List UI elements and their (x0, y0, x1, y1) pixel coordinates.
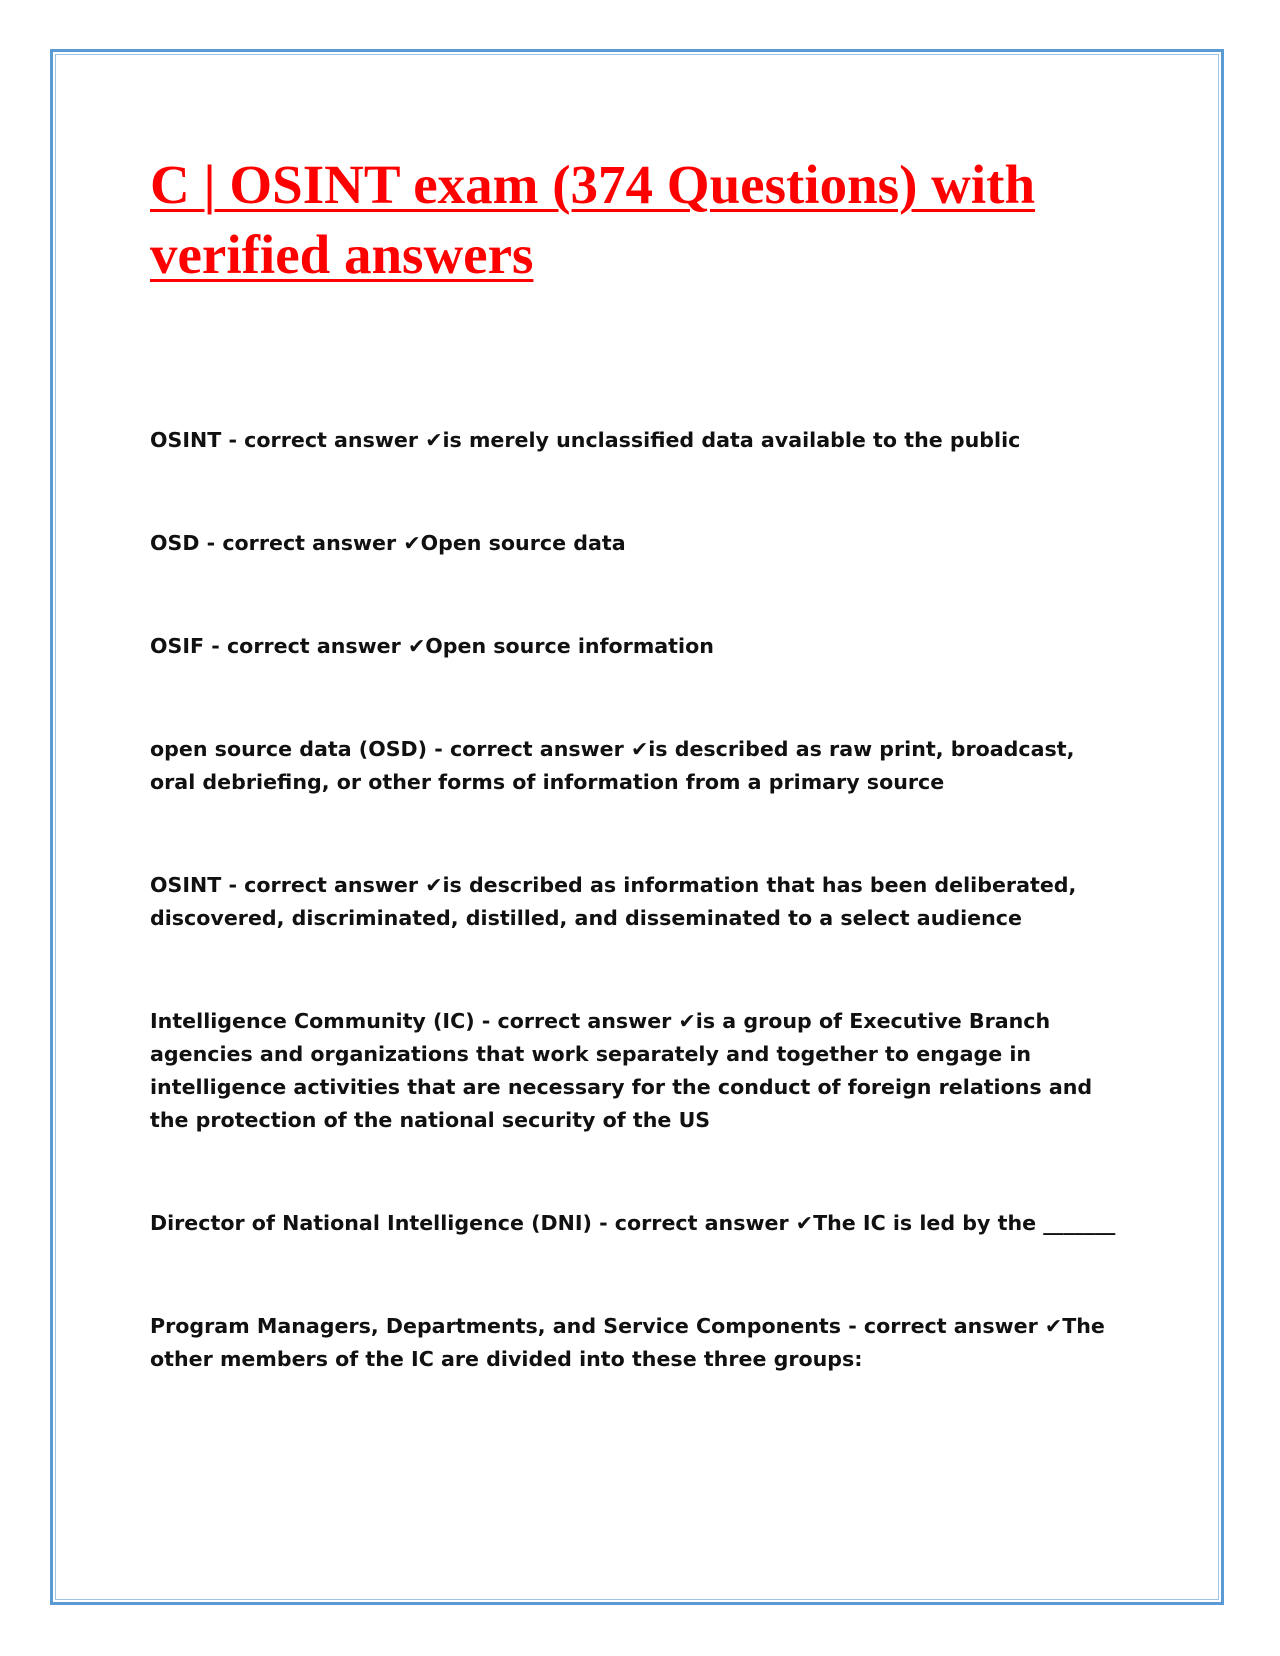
check-icon: ✔ (678, 1009, 696, 1033)
qa-item (150, 1005, 1125, 1137)
qa-term: Director of National Intelligence (DNI) (150, 1211, 592, 1235)
qa-term: OSINT (150, 428, 222, 452)
qa-separator: - correct answer (427, 737, 631, 761)
qa-list (150, 424, 1125, 1376)
qa-term: OSINT (150, 873, 222, 897)
check-icon: ✔ (425, 873, 443, 897)
check-icon: ✔ (403, 531, 421, 555)
qa-answer: The IC is led by the _______ (813, 1211, 1116, 1235)
qa-term: Intelligence Community (IC) (150, 1009, 475, 1033)
qa-term: OSD (150, 531, 200, 555)
qa-separator: - correct answer (199, 531, 404, 555)
check-icon: ✔ (795, 1211, 814, 1235)
qa-separator: - correct answer (221, 873, 426, 897)
qa-separator: - correct answer (841, 1314, 1045, 1338)
qa-term: open source data (OSD) (150, 737, 428, 761)
qa-item (150, 733, 1125, 799)
qa-separator: - correct answer (204, 634, 408, 658)
qa-item (150, 630, 1125, 663)
check-icon: ✔ (630, 737, 649, 761)
qa-separator: - correct answer (591, 1211, 796, 1235)
qa-separator: - correct answer (221, 428, 426, 452)
qa-answer: Open source data (420, 531, 626, 555)
qa-separator: - correct answer (474, 1009, 679, 1033)
document-title: C | OSINT exam (374 Questions) with verified answers (150, 154, 1036, 285)
qa-answer: is merely unclassified data available to the public (442, 428, 1021, 452)
check-icon: ✔ (407, 634, 426, 658)
qa-term: Program Managers, Departments, and Service Components (150, 1314, 842, 1338)
check-icon: ✔ (1044, 1314, 1063, 1338)
qa-answer: is a group of Executive Branch agencies and organizations that work separately and together to engage in intelligence activities that are necessary for the conduct of foreign relations and the protection of the national security of the US (150, 1009, 1093, 1132)
qa-answer: is described as raw print, broadcast, oral debriefing, or other forms of information from a primary source (150, 737, 1075, 794)
check-icon: ✔ (425, 428, 443, 452)
qa-item (150, 424, 1125, 457)
qa-answer: Open source information (425, 634, 714, 658)
qa-answer: is described as information that has been deliberated, discovered, discriminated, distilled, and disseminated to a select audience (150, 873, 1077, 930)
qa-answer: The other members of the IC are divided into these three groups: (150, 1314, 1105, 1371)
qa-item (150, 869, 1125, 935)
qa-term: OSIF (150, 634, 205, 658)
qa-item (150, 1207, 1125, 1240)
qa-item (150, 1310, 1125, 1376)
qa-item (150, 527, 1125, 560)
